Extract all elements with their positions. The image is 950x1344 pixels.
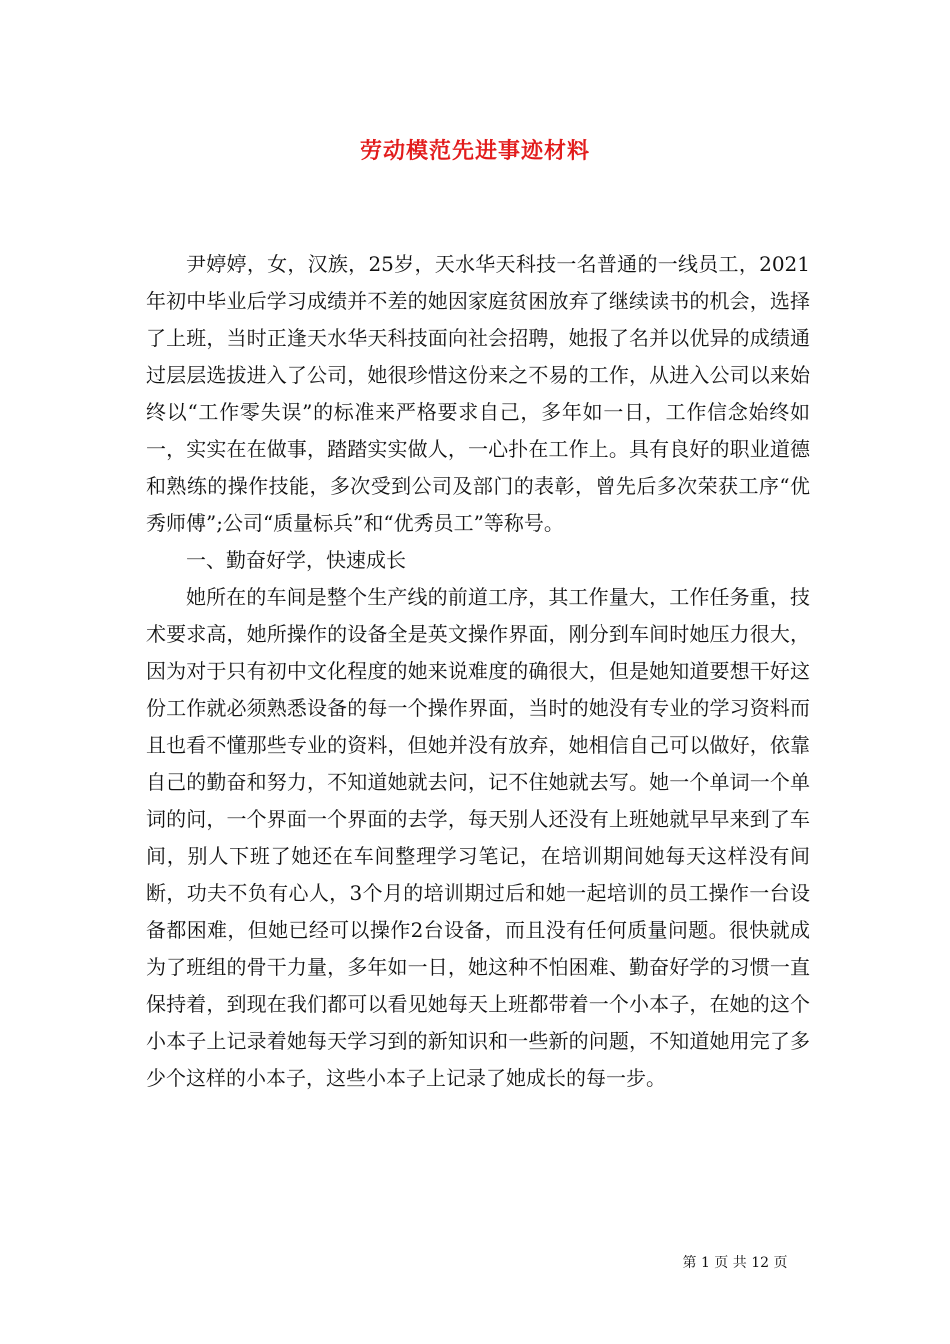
section-paragraph: 她所在的车间是整个生产线的前道工序，其工作量大，工作任务重，技术要求高，她所操作的设备全是英文操作界面，刚分到车间时她压力很大，因为对于只有初中文化程度的她来说难度的确很大，但是她知道要想干好这份工作就必须熟悉设备的每一个操作界面，当时的她没有专业的学习资料而且也看不懂那些专业的资料，但她并没有放弃，她相信自己可以做好，依靠自己的勤奋和努力，不知道她就去问，记不住她就去写。她一个单词一个单词的问，一个界面一个界面的去学，每天别人还没有上班她就早早来到了车间，别人下班了她还在车间整理学习笔记，在培训期间她每天这样没有间断，功夫不负有心人，3个月的培训期过后和她一起培训的员工操作一台设备都困难，但她已经可以操作2台设备，而且没有任何质量问题。很快就成为了班组的骨干力量，多年如一日，她这种不怕困难、勤奋好学的习惯一直保持着，到现在我们都可以看见她每天上班都带着一个小本子，在她的这个小本子上记录着她每天学习到的新知识和一些新的问题，不知道她用完了多少个这样的小本子，这些小本子上记录了她成长的每一步。	[146, 585, 810, 1090]
document-title: 劳动模范先进事迹材料	[359, 138, 590, 164]
page-number-footer: 第 1 页 共 12 页	[682, 1255, 788, 1271]
intro-paragraph: 尹婷婷，女，汉族，25岁，天水华天科技一名普通的一线员工，2021年初中毕业后学习成绩并不差的她因家庭贫困放弃了继续读书的机会，选择了上班，当时正逢天水华天科技面向社会招聘，她报了名并以优异的成绩通过层层选拔进入了公司，她很珍惜这份来之不易的工作，从进入公司以来始终以“工作零失误”的标准来严格要求自己，多年如一日，工作信念始终如一，实实在在做事，踏踏实实做人，一心扑在工作上。具有良好的职业道德和熟练的操作技能，多次受到公司及部门的表彰，曾先后多次荣获工序“优秀师傅”;公司“质量标兵”和“优秀员工”等称号。	[146, 252, 810, 535]
document-body	[146, 246, 810, 1097]
section-heading: 一、勤奋好学，快速成长	[186, 548, 406, 572]
